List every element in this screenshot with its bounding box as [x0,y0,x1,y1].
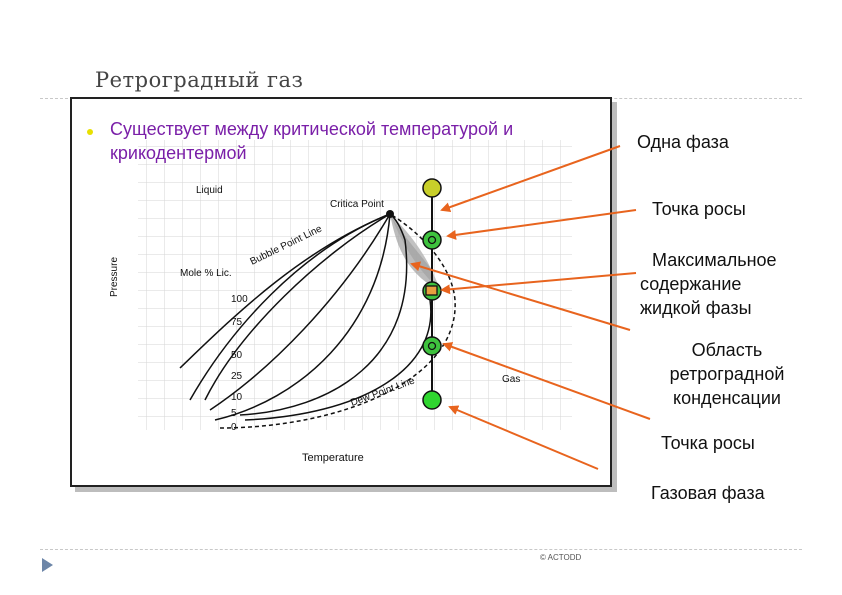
footer-text: © ACTODD [540,553,582,562]
next-slide-arrow-icon[interactable] [42,558,53,572]
temperature-axis-label: Temperature [302,452,364,464]
quality-label-75: 75 [231,317,243,328]
label-retro-line1: Область [691,340,763,360]
quality-label-100: 100 [231,294,248,305]
max-liquid-marker-inner [426,286,437,295]
mole-lic-label: Mole % Lic. [180,268,232,279]
dew-point-line-label: Dew Point Line [349,375,417,409]
critical-point-label: Critica Point [330,199,384,210]
label-max-liquid-line3: жидкой фазы [640,298,752,318]
gas-label: Gas [502,374,521,385]
label-gas-phase: Газовая фаза [651,483,765,503]
label-max-liquid [640,248,777,320]
quality-label-10: 10 [231,392,243,403]
label-retro-line3: конденсации [673,388,781,408]
gas-phase-marker [423,391,441,409]
label-max-liquid-line2: содержание [640,274,742,294]
retrograde-marker [423,337,441,355]
bubble-point-line-label: Bubble Point Line [248,223,324,268]
label-retrograde-region [656,338,798,410]
quality-label-25: 25 [231,371,243,382]
label-dew-point-upper: Точка росы [652,199,746,219]
bullet-text: Существует между критической температурой и крикодентермой [110,119,514,163]
single-phase-marker [423,179,441,197]
footer-divider [40,549,802,550]
dew-point-marker-upper [423,231,441,249]
label-max-liquid-line1: Максимальное [652,250,777,270]
slide-title: Ретроградный газ [95,68,304,92]
quality-label-50: 50 [231,350,243,361]
label-dew-point-lower: Точка росы [661,433,755,453]
label-one-phase: Одна фаза [637,132,729,152]
bullet-dot [87,129,93,135]
label-retro-line2: ретроградной [669,364,785,384]
liquid-label: Liquid [196,185,223,196]
critical-point [386,210,394,218]
quality-label-5: 5 [231,408,237,419]
pressure-axis-label: Pressure [109,256,120,297]
quality-label-0: 0 [231,422,237,433]
